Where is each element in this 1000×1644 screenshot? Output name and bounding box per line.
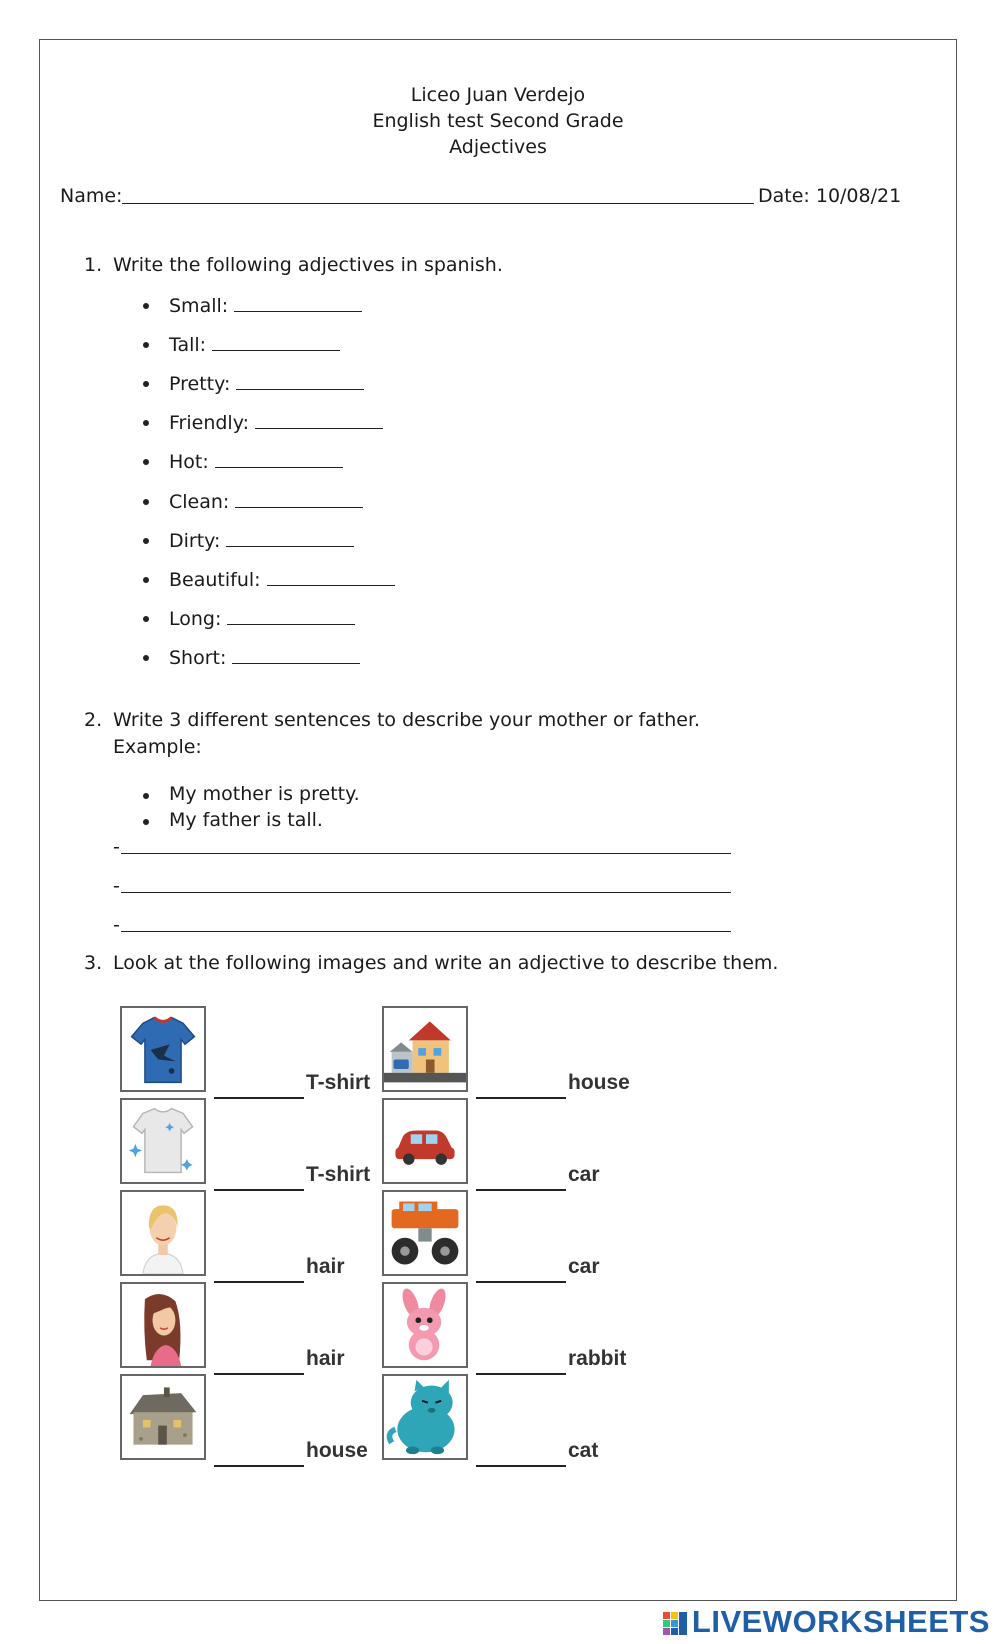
answer-blank[interactable] [226, 528, 354, 547]
name-label: Name: [60, 185, 123, 207]
answer-blank[interactable] [234, 293, 362, 312]
bullet [143, 381, 149, 387]
answer-line[interactable] [476, 1281, 566, 1283]
q2-answer-line-3[interactable]: - [113, 914, 731, 936]
long-hair-woman-image [120, 1282, 206, 1368]
bullet [143, 420, 149, 426]
bullet [143, 342, 149, 348]
q1-number: 1. [84, 254, 103, 276]
answer-line[interactable] [214, 1373, 304, 1375]
q1-item [169, 528, 354, 552]
adjective-label: Beautiful: [169, 569, 261, 591]
label-rabbit: rabbit [568, 1347, 627, 1370]
adjective-label: Long: [169, 608, 222, 630]
adjective-label: Pretty: [169, 373, 231, 395]
liveworksheets-logo-icon [662, 1608, 688, 1634]
dirty-tshirt-image [120, 1006, 206, 1092]
worksheet-page [39, 39, 957, 1601]
school-name: Liceo Juan Verdejo [410, 84, 586, 106]
q3-instruction: Look at the following images and write an adjective to describe them. [113, 952, 779, 974]
q1-item [169, 293, 362, 317]
adjective-label: Short: [169, 647, 227, 669]
q1-item [169, 410, 383, 434]
adjective-label: Tall: [169, 334, 207, 356]
rabbit-image [382, 1282, 468, 1368]
answer-line[interactable] [476, 1465, 566, 1467]
bullet [143, 577, 149, 583]
answer-line[interactable] [214, 1189, 304, 1191]
big-car-image [382, 1190, 468, 1276]
q1-item [169, 449, 343, 473]
answer-blank[interactable] [232, 645, 360, 664]
bullet [143, 655, 149, 661]
label-hair-1: hair [306, 1255, 345, 1278]
answer-blank[interactable] [215, 449, 343, 468]
answer-line[interactable] [214, 1281, 304, 1283]
topic-title: Adjectives [449, 136, 547, 158]
q2-number: 2. [84, 709, 103, 731]
label-car-2: car [568, 1255, 600, 1278]
q2-example-1: My mother is pretty. [169, 783, 360, 805]
answer-line[interactable] [214, 1465, 304, 1467]
test-title: English test Second Grade [372, 110, 624, 132]
answer-line[interactable] [476, 1373, 566, 1375]
label-tshirt-1: T-shirt [306, 1071, 371, 1094]
liveworksheets-brand[interactable] [662, 1604, 990, 1640]
answer-blank[interactable] [235, 489, 363, 508]
bullet [143, 499, 149, 505]
new-house-image [382, 1006, 468, 1092]
q3-number: 3. [84, 952, 103, 974]
answer-blank[interactable] [236, 371, 364, 390]
name-field[interactable] [122, 203, 754, 204]
q1-item [169, 489, 363, 513]
answer-blank[interactable] [267, 567, 395, 586]
bullet [143, 303, 149, 309]
label-house-2: house [306, 1439, 368, 1462]
q2-answer-line-1[interactable]: - [113, 836, 731, 858]
q2-instruction: Write 3 different sentences to describe your mother or father. [113, 709, 701, 731]
q1-instruction: Write the following adjectives in spanish. [113, 254, 503, 276]
short-hair-woman-image [120, 1190, 206, 1276]
q2-answer-line-2[interactable]: - [113, 875, 731, 897]
adjective-label: Hot: [169, 451, 209, 473]
adjective-label: Dirty: [169, 530, 221, 552]
q2-example-2: My father is tall. [169, 809, 323, 831]
q1-item [169, 606, 355, 630]
answer-line[interactable] [476, 1189, 566, 1191]
answer-line[interactable] [214, 1097, 304, 1099]
old-house-image [120, 1374, 206, 1460]
adjective-label: Friendly: [169, 412, 249, 434]
label-hair-2: hair [306, 1347, 345, 1370]
bullet [143, 538, 149, 544]
q1-item [169, 645, 360, 669]
brand-text: LIVEWORKSHEETS [691, 1604, 990, 1639]
adjective-label: Small: [169, 295, 229, 317]
q1-item [169, 567, 395, 591]
q2-example-label: Example: [113, 736, 202, 758]
q1-item [169, 332, 340, 356]
date-label: Date: 10/08/21 [758, 185, 902, 207]
label-tshirt-2: T-shirt [306, 1163, 371, 1186]
bullet [143, 819, 149, 825]
bullet [143, 616, 149, 622]
answer-blank[interactable] [212, 332, 340, 351]
clean-tshirt-image [120, 1098, 206, 1184]
q1-item [169, 371, 364, 395]
adjective-label: Clean: [169, 491, 230, 513]
label-house-1: house [568, 1071, 630, 1094]
small-car-image [382, 1098, 468, 1184]
answer-blank[interactable] [227, 606, 355, 625]
answer-line[interactable] [476, 1097, 566, 1099]
label-cat: cat [568, 1439, 599, 1462]
label-car-1: car [568, 1163, 600, 1186]
answer-blank[interactable] [255, 410, 383, 429]
bullet [143, 459, 149, 465]
bullet [143, 793, 149, 799]
fat-cat-image [382, 1374, 468, 1460]
